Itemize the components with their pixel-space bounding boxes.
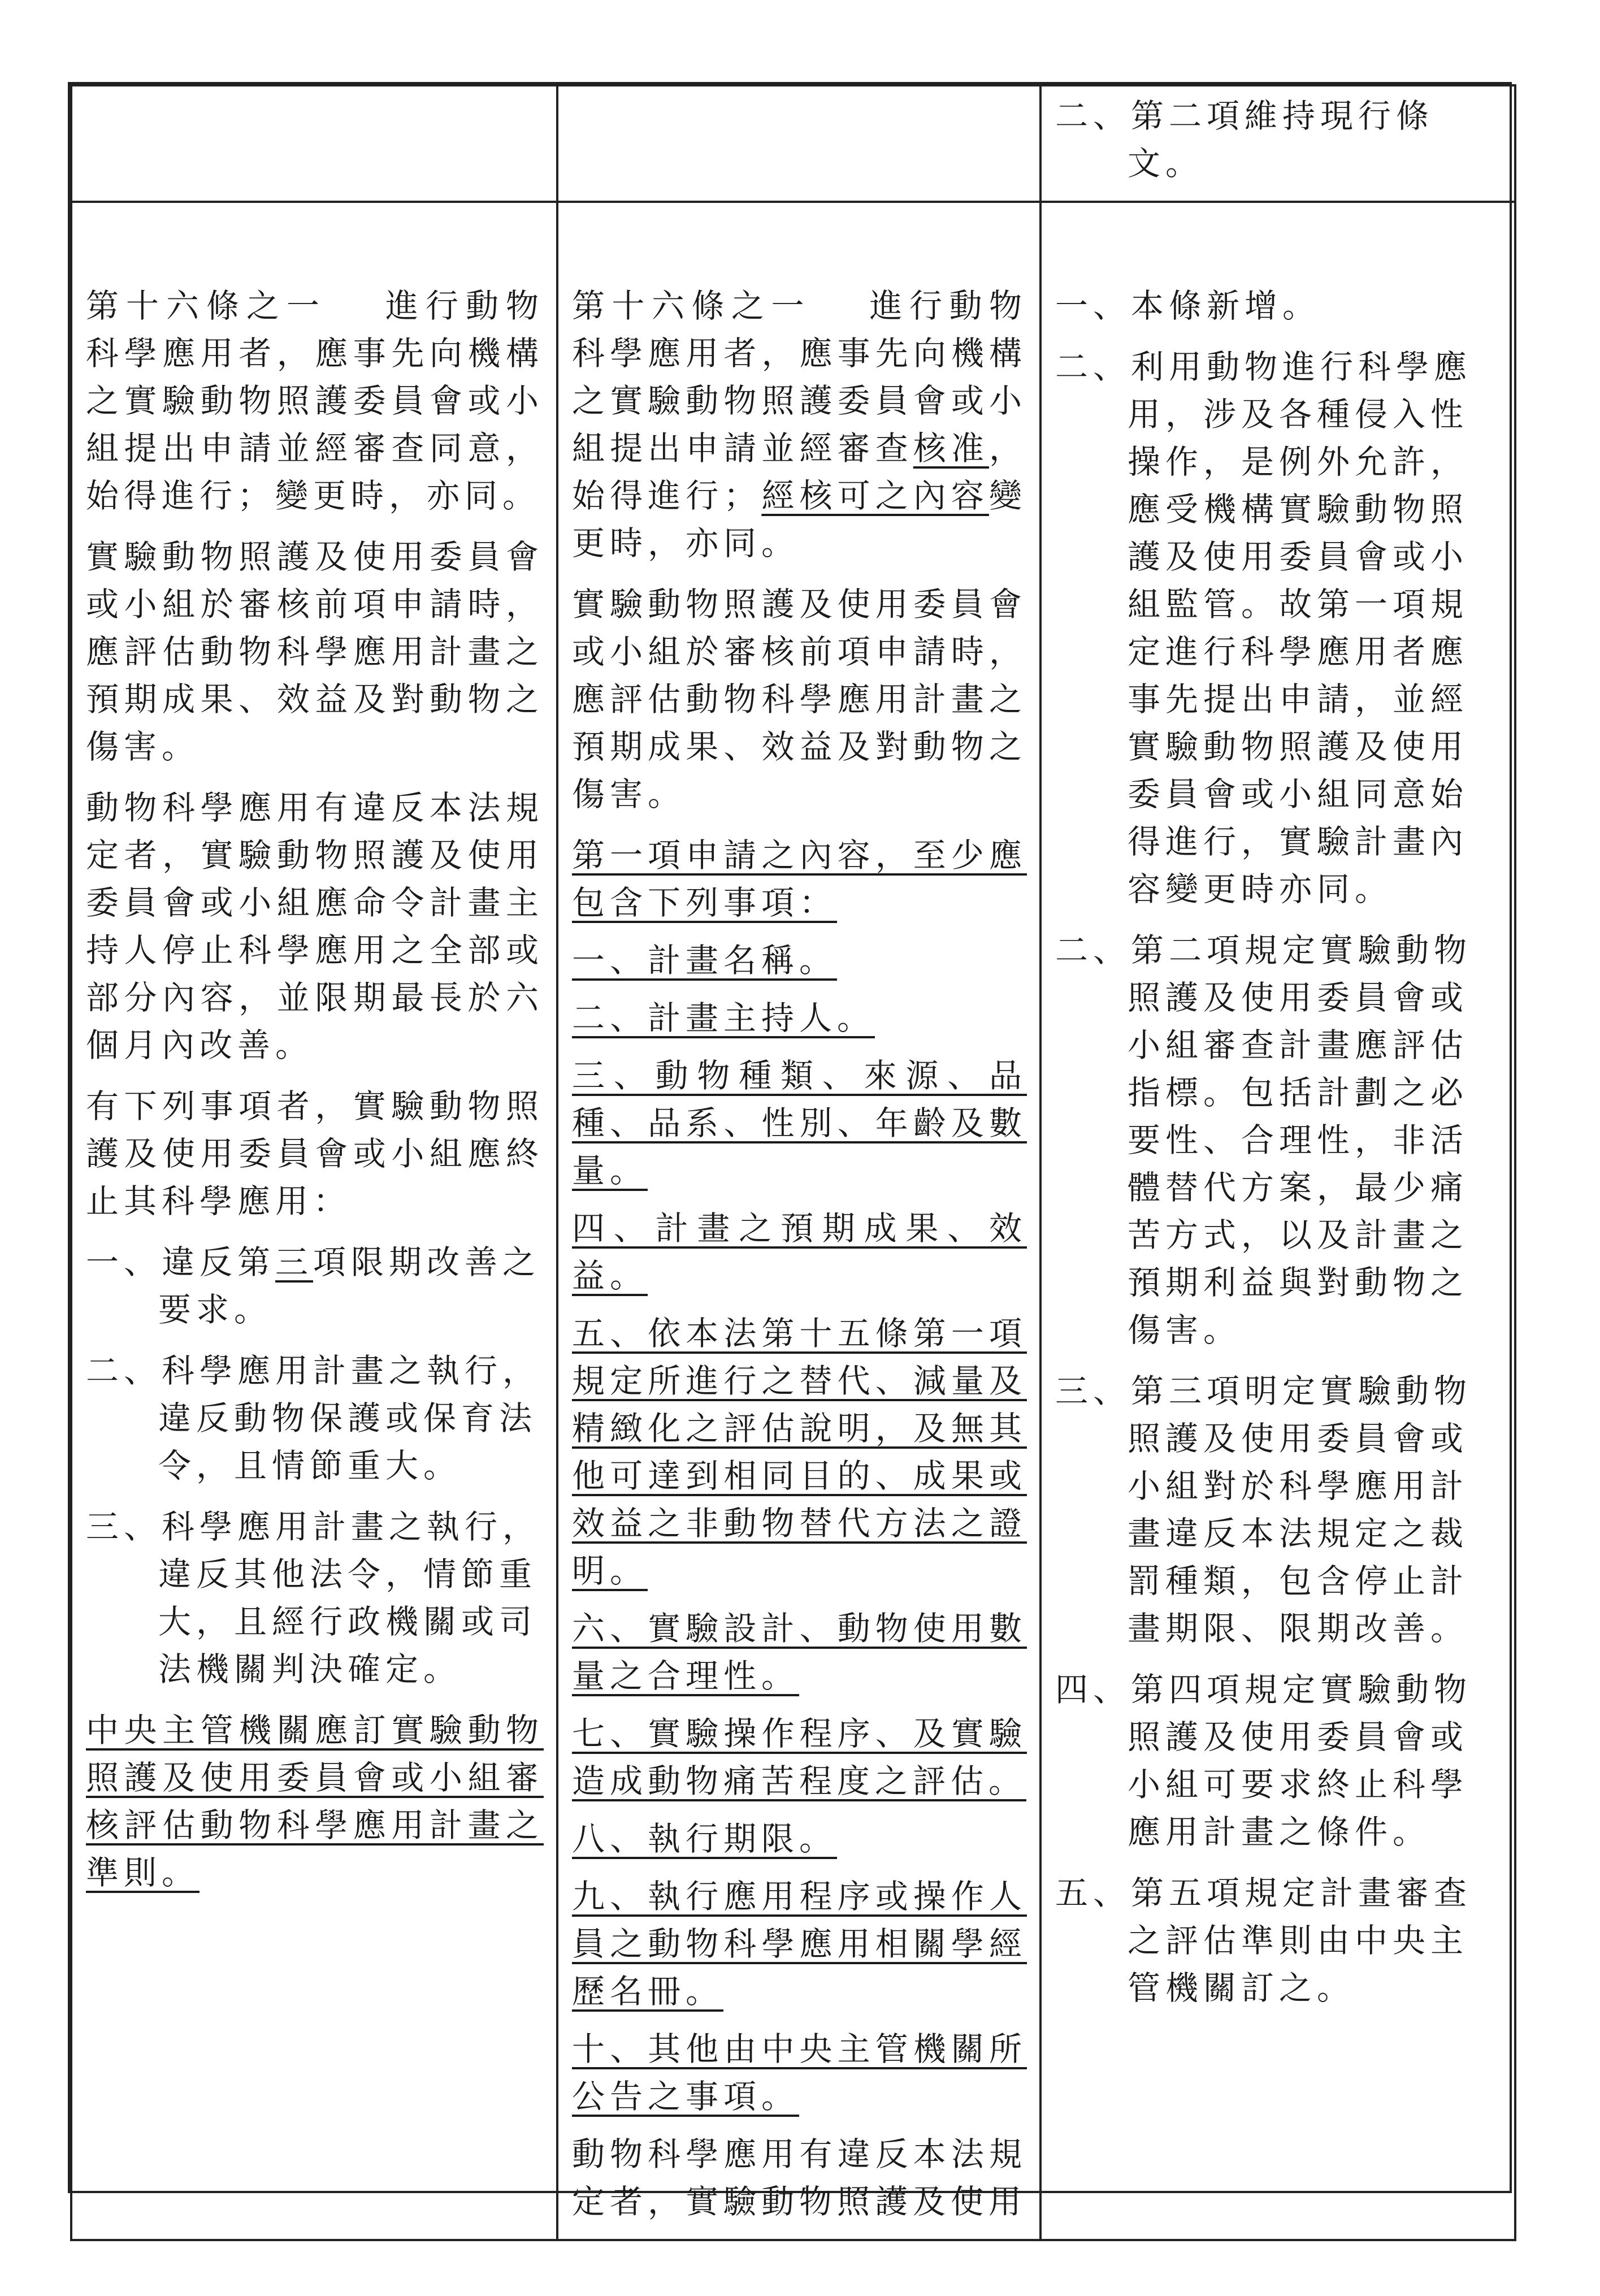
note-item-4: 三、第三項明定實驗動物照護及使用委員會或小組對於科學應用計畫違反本法規定之裁罰種類，包含停止計畫期限、限期改善。 bbox=[1055, 1372, 1472, 1648]
col1-paragraph-2: 實驗動物照護及使用委員會或小組於審核前項申請時，應評估動物科學應用計畫之預期成果、效益及對動物之傷害。 bbox=[86, 538, 544, 766]
table-row-article-16-1 bbox=[71, 202, 1515, 2240]
col1-item-1 bbox=[86, 1238, 544, 1333]
col2-paragraph-1 bbox=[572, 282, 1027, 567]
col1-item-3: 三、科學應用計畫之執行，違反其他法令，情節重大，且經行政機關或司法機關判決確定。 bbox=[86, 1507, 541, 1688]
col2-item-8-text: 八、執行期限。 bbox=[572, 1820, 838, 1858]
col2-item-1 bbox=[572, 937, 1027, 984]
comparison-table bbox=[70, 84, 1516, 2241]
col2-item-4 bbox=[572, 1205, 1027, 1299]
col1-paragraph-4: 有下列事項者，實驗動物照護及使用委員會或小組應終止其科學應用： bbox=[86, 1087, 544, 1220]
col2-item-5 bbox=[572, 1310, 1027, 1595]
note-item-2: 二、利用動物進行科學應用，涉及各種侵入性操作，是例外允許，應受機構實驗動物照護及使用委員會或小組監管。故第一項規定進行科學應用者應事先提出申請，並經實驗動物照護及使用委員會或小組同意始得進行，實驗計畫內容變更時亦同。 bbox=[1055, 348, 1472, 908]
col2-paragraph-1-e: 變更時，亦同。 bbox=[572, 476, 1027, 562]
col1-paragraph-5 bbox=[86, 1706, 544, 1896]
note-prev-item: 二、第二項維持現行條文。 bbox=[1055, 97, 1434, 183]
note-item-5: 四、第四項規定實驗動物照護及使用委員會或小組可要求終止科學應用計畫之條件。 bbox=[1055, 1670, 1472, 1851]
col1-item-1-c: 項限期改善之要求。 bbox=[158, 1243, 541, 1329]
col2-item-2-text: 二、計畫主持人。 bbox=[572, 999, 875, 1037]
col2-item-7-text: 七、實驗操作程序、及實驗造成動物痛苦程度之評估。 bbox=[572, 1714, 1027, 1800]
col2-item-6-text: 六、實驗設計、動物使用數量之合理性。 bbox=[572, 1609, 1027, 1695]
col2-paragraph-1-underline-content: 經核可之內容 bbox=[761, 476, 989, 515]
col2-paragraph-1-c: ，始得進行； bbox=[572, 429, 1027, 515]
col2-item-2 bbox=[572, 994, 1027, 1042]
col2-item-7 bbox=[572, 1710, 1027, 1805]
col2-item-3-text: 三、動物種類、來源、品種、品系、性別、年齡及數量。 bbox=[572, 1056, 1027, 1190]
col1-paragraph-1-text: 進行動物科學應用者，應事先向機構之實驗動物照護委員會或小組提出申請並經審查同意，始得進行；變更時，亦同。 bbox=[86, 287, 544, 515]
col2-item-9-text: 九、執行應用程序或操作人員之動物科學應用相關學經歷名冊。 bbox=[572, 1877, 1027, 2011]
col1-item-2: 二、科學應用計畫之執行，違反動物保護或保育法令，且情節重大。 bbox=[86, 1351, 541, 1485]
top-cell-amended bbox=[71, 85, 557, 202]
top-cell-current bbox=[557, 85, 1040, 202]
col1-paragraph-3: 動物科學應用有違反本法規定者，實驗動物照護及使用委員會或小組應命令計畫主持人停止科學應用之全部或部分內容，並限期最長於六個月內改善。 bbox=[86, 789, 544, 1064]
col2-item-9 bbox=[572, 1873, 1027, 2015]
col1-item-1-underlined: 三 bbox=[275, 1243, 314, 1281]
table-row-top bbox=[71, 85, 1515, 202]
col2-item-10 bbox=[572, 2025, 1027, 2120]
col2-item-6 bbox=[572, 1605, 1027, 1700]
col2-item-8 bbox=[572, 1815, 1027, 1862]
note-item-6: 五、第五項規定計畫審查之評估準則由中央主管機關訂之。 bbox=[1055, 1874, 1472, 2007]
note-item-1: 一、本條新增。 bbox=[1055, 287, 1321, 325]
column-amended-text bbox=[71, 202, 557, 2240]
col2-paragraph-4: 動物科學應用有違反本法規定者，實驗動物照護及使用 bbox=[572, 2135, 1027, 2221]
note-item-3: 二、第二項規定實驗動物照護及使用委員會或小組審查計畫應評估指標。包括計劃之必要性、合理性，非活體替代方案，最少痛苦方式，以及計畫之預期利益與對動物之傷害。 bbox=[1055, 931, 1472, 1349]
col2-item-1-text: 一、計畫名稱。 bbox=[572, 941, 838, 980]
col2-paragraph-1-a: 進行動物科學應用者，應事先向機構之實驗動物照護委員會或小組提出申請並經審查 bbox=[572, 287, 1027, 467]
column-explanation bbox=[1040, 202, 1515, 2240]
col1-article-title: 第十六條之一 bbox=[86, 287, 327, 325]
col1-item-1-a: 一、違反第 bbox=[86, 1243, 276, 1281]
col2-article-title: 第十六條之一 bbox=[572, 287, 811, 325]
column-current-text bbox=[557, 202, 1040, 2240]
comparison-table-frame bbox=[68, 82, 1512, 2221]
col2-paragraph-2: 實驗動物照護及使用委員會或小組於審核前項申請時，應評估動物科學應用計畫之預期成果、效益及對動物之傷害。 bbox=[572, 585, 1027, 813]
col1-paragraph-1 bbox=[86, 282, 544, 519]
col2-paragraph-3-underlined: 第一項申請之內容，至少應包含下列事項： bbox=[572, 836, 1027, 922]
top-cell-note bbox=[1040, 85, 1515, 202]
col2-paragraph-3 bbox=[572, 831, 1027, 926]
col2-item-5-text: 五、依本法第十五條第一項規定所進行之替代、減量及精緻化之評估說明，及無其他可達到相同目的、成果或效益之非動物替代方法之證明。 bbox=[572, 1314, 1027, 1590]
col2-item-4-text: 四、計畫之預期成果、效益。 bbox=[572, 1209, 1027, 1295]
col1-paragraph-5-underlined: 中央主管機關應訂實驗動物照護及使用委員會或小組審核評估動物科學應用計畫之準則。 bbox=[86, 1711, 544, 1892]
col2-item-10-text: 十、其他由中央主管機關所公告之事項。 bbox=[572, 2030, 1027, 2116]
col2-paragraph-1-underline-approval: 核准 bbox=[913, 429, 989, 467]
col2-item-3 bbox=[572, 1052, 1027, 1194]
